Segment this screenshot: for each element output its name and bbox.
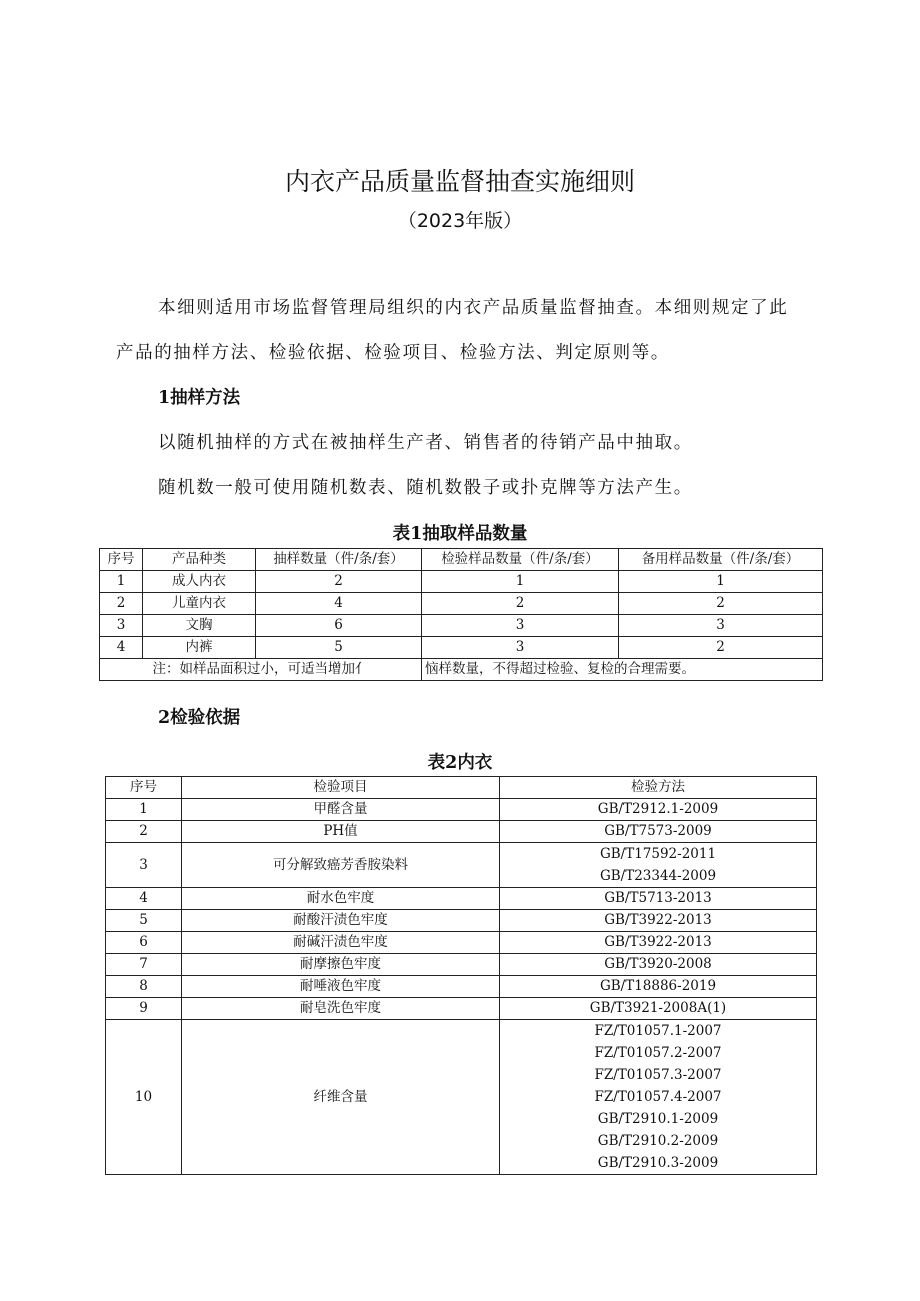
table-row — [106, 843, 817, 888]
inspection-method-cell — [500, 843, 817, 888]
table-row — [106, 998, 817, 1020]
table-cell: 3 — [422, 615, 619, 637]
inspection-item: 纤维含量 — [182, 1020, 500, 1175]
inspection-method: GB/T3922-2013 — [500, 910, 817, 932]
section-1-para-2: 随机数一般可使用随机数表、随机数骰子或扑克牌等方法产生。 — [158, 478, 693, 498]
header-cell: 抽样数量（件/条/套） — [256, 549, 422, 571]
header-cell: 序号 — [100, 549, 143, 571]
inspection-basis-table — [105, 776, 817, 1175]
header-cell: 备用样品数量（件/条/套） — [619, 549, 823, 571]
section-2-heading: 2检验依据 — [158, 708, 241, 728]
document-subtitle: （2023年版） — [397, 210, 523, 232]
document-title: 内衣产品质量监督抽查实施细则 — [284, 167, 635, 196]
table-row — [100, 615, 823, 637]
table-note-left: 注：如样品面积过小，可适当增加亻 — [100, 659, 422, 681]
table-row — [100, 637, 823, 659]
row-number: 4 — [106, 888, 182, 910]
table-cell: 成人内衣 — [143, 571, 256, 593]
inspection-item: 耐唾液色牢度 — [182, 976, 500, 998]
row-number: 1 — [106, 799, 182, 821]
table-row — [100, 571, 823, 593]
table-row — [106, 954, 817, 976]
table-1-caption: 表1抽取样品数量 — [392, 524, 528, 544]
inspection-item: PH值 — [182, 821, 500, 843]
table-cell: 1 — [100, 571, 143, 593]
table-cell: 2 — [422, 593, 619, 615]
inspection-method: GB/T3921-2008A(1) — [500, 998, 817, 1020]
table-cell: 2 — [619, 593, 823, 615]
table-row — [106, 932, 817, 954]
table-cell: 2 — [256, 571, 422, 593]
inspection-method: GB/T23344-2009 — [599, 868, 717, 884]
table-note-row — [100, 659, 823, 681]
table-cell: 5 — [256, 637, 422, 659]
table-row — [106, 976, 817, 998]
inspection-item: 甲醛含量 — [182, 799, 500, 821]
row-number: 5 — [106, 910, 182, 932]
inspection-method: GB/T2910.3-2009 — [597, 1155, 719, 1171]
table-cell: 4 — [256, 593, 422, 615]
table-header-row — [106, 777, 817, 799]
row-number: 8 — [106, 976, 182, 998]
inspection-method: GB/T3922-2013 — [500, 932, 817, 954]
table-row — [106, 799, 817, 821]
row-number: 10 — [106, 1020, 182, 1175]
inspection-method: GB/T5713-2013 — [500, 888, 817, 910]
inspection-method: GB/T7573-2009 — [500, 821, 817, 843]
row-number: 9 — [106, 998, 182, 1020]
inspection-item: 可分解致癌芳香胺染料 — [182, 843, 500, 888]
table-cell: 2 — [100, 593, 143, 615]
table-row — [106, 910, 817, 932]
intro-line-2: 产品的抽样方法、检验依据、检验项目、检验方法、判定原则等。 — [116, 343, 670, 363]
table-cell: 1 — [619, 571, 823, 593]
inspection-method: FZ/T01057.2-2007 — [594, 1045, 722, 1061]
inspection-item: 耐摩擦色牢度 — [182, 954, 500, 976]
table-2-caption: 表2内衣 — [427, 753, 493, 773]
inspection-method: GB/T2910.2-2009 — [597, 1133, 719, 1149]
inspection-method: GB/T2912.1-2009 — [500, 799, 817, 821]
table-cell: 儿童内衣 — [143, 593, 256, 615]
section-1-para-1: 以随机抽样的方式在被抽样生产者、销售者的待销产品中抽取。 — [158, 433, 693, 453]
inspection-method: FZ/T01057.3-2007 — [594, 1067, 722, 1083]
header-cell: 产品种类 — [143, 549, 256, 571]
intro-line-1: 本细则适用市场监督管理局组织的内衣产品质量监督抽查。本细则规定了此 — [158, 298, 789, 318]
section-1-heading: 1抽样方法 — [158, 388, 241, 408]
table-note-right: 恼样数量，不得超过检验、复检的合理需要。 — [422, 659, 823, 681]
table-cell: 1 — [422, 571, 619, 593]
table-row — [106, 821, 817, 843]
table-cell: 2 — [619, 637, 823, 659]
table-row — [100, 593, 823, 615]
inspection-method-cell — [500, 1020, 817, 1175]
inspection-method: FZ/T01057.1-2007 — [594, 1023, 722, 1039]
table-cell: 文胸 — [143, 615, 256, 637]
inspection-item: 耐碱汗渍色牢度 — [182, 932, 500, 954]
inspection-method: FZ/T01057.4-2007 — [594, 1089, 722, 1105]
header-cell: 检验样品数量（件/条/套） — [422, 549, 619, 571]
table-header-row — [100, 549, 823, 571]
table-cell: 3 — [619, 615, 823, 637]
table-cell: 内裤 — [143, 637, 256, 659]
table-cell: 6 — [256, 615, 422, 637]
row-number: 2 — [106, 821, 182, 843]
table-row — [106, 888, 817, 910]
row-number: 6 — [106, 932, 182, 954]
inspection-item: 耐皂洗色牢度 — [182, 998, 500, 1020]
inspection-method: GB/T18886-2019 — [500, 976, 817, 998]
header-cell: 序号 — [106, 777, 182, 799]
row-number: 3 — [106, 843, 182, 888]
table-cell: 4 — [100, 637, 143, 659]
table-row — [106, 1020, 817, 1175]
table-cell: 3 — [422, 637, 619, 659]
row-number: 7 — [106, 954, 182, 976]
header-cell: 检验项目 — [182, 777, 500, 799]
inspection-item: 耐水色牢度 — [182, 888, 500, 910]
inspection-method: GB/T2910.1-2009 — [597, 1111, 719, 1127]
inspection-method: GB/T3920-2008 — [500, 954, 817, 976]
inspection-item: 耐酸汗渍色牢度 — [182, 910, 500, 932]
inspection-method: GB/T17592-2011 — [599, 846, 717, 862]
header-cell: 检验方法 — [500, 777, 817, 799]
sample-quantity-table — [99, 548, 823, 681]
table-cell: 3 — [100, 615, 143, 637]
